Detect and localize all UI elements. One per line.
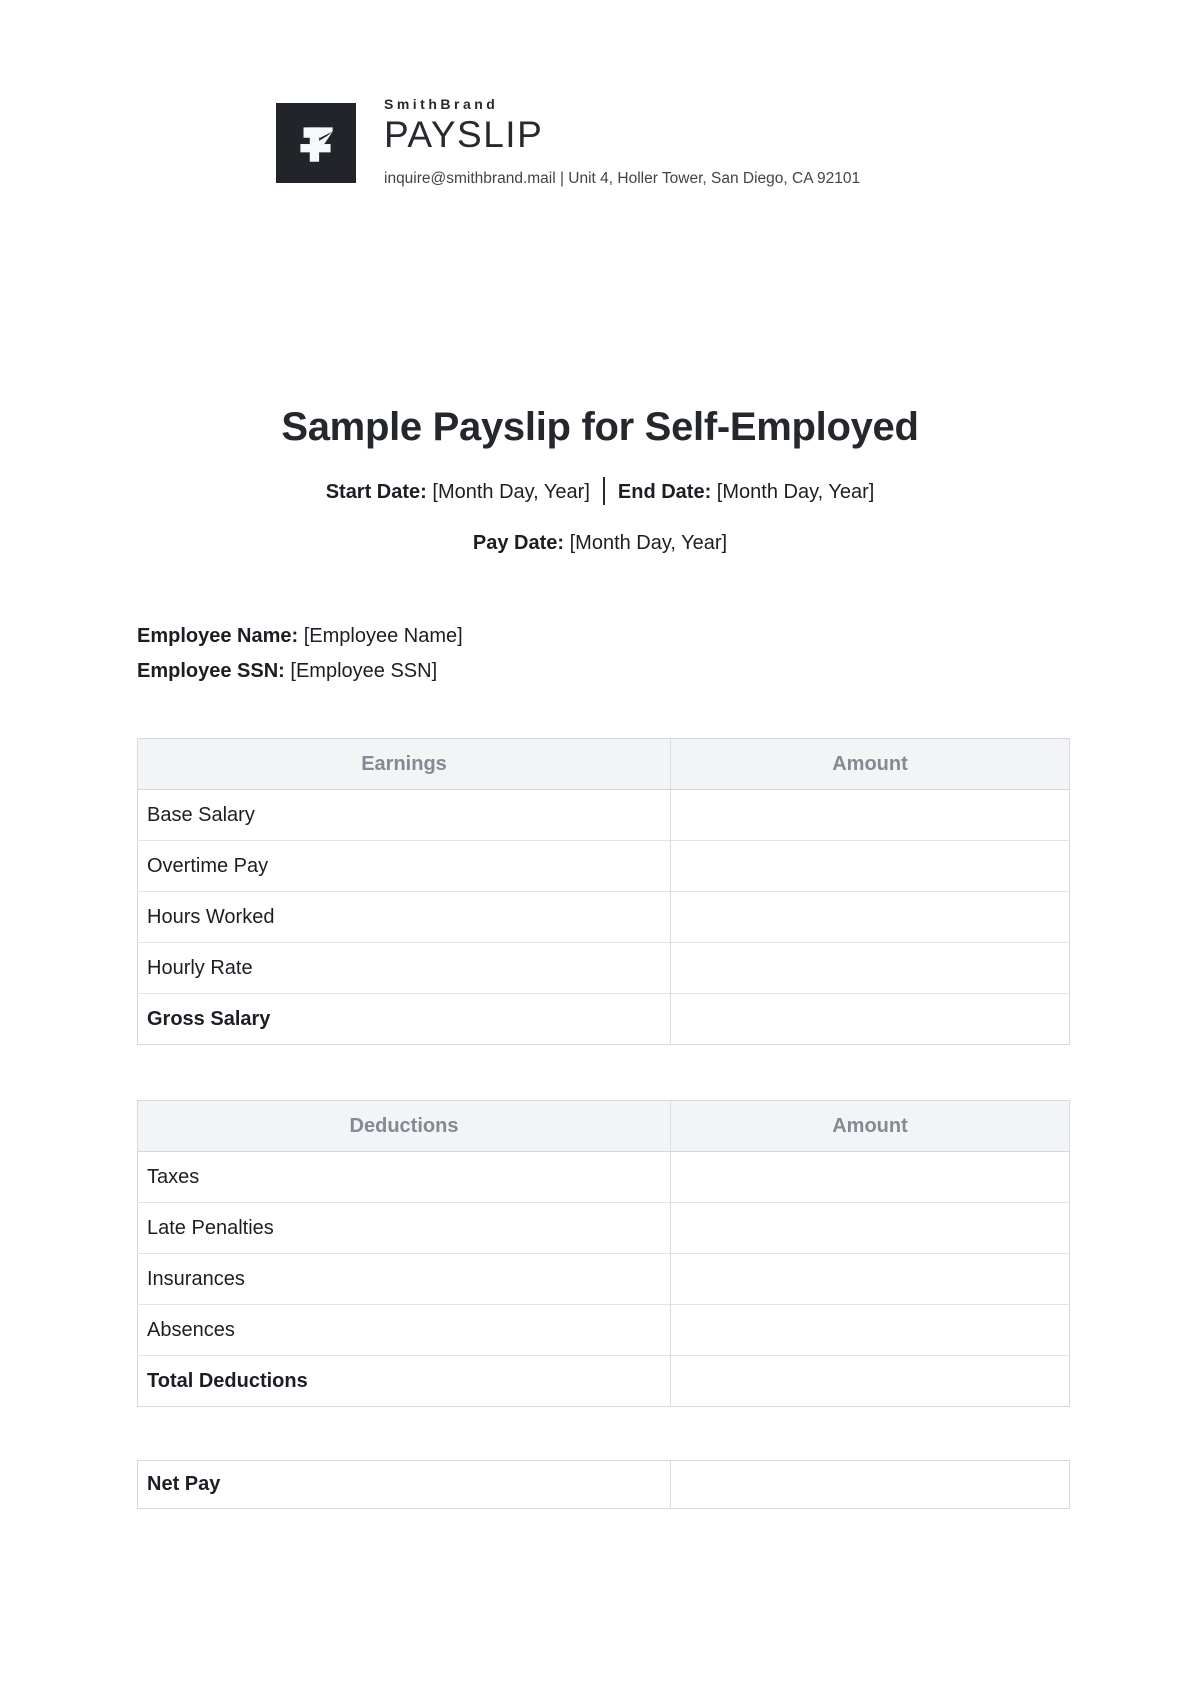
- brand-header: [0, 0, 1200, 220]
- row-amount-cell: [671, 841, 1070, 892]
- amount-header-cell: Amount: [671, 739, 1070, 790]
- row-amount-cell: [671, 1461, 1070, 1509]
- row-label-cell: Insurances: [138, 1254, 671, 1305]
- row-amount-cell: [671, 1152, 1070, 1203]
- deductions-table: [137, 1100, 1070, 1407]
- employee-name-line: [137, 619, 463, 654]
- row-label-cell: Absences: [138, 1305, 671, 1356]
- table-header-row: [138, 1101, 1070, 1152]
- row-label-cell: Hourly Rate: [138, 943, 671, 994]
- earnings-header-cell: Earnings: [138, 739, 671, 790]
- employee-ssn-label: Employee SSN:: [137, 660, 285, 682]
- earnings-table: [137, 738, 1070, 1045]
- table-row: [138, 790, 1070, 841]
- table-row: [138, 1203, 1070, 1254]
- deductions-header-cell: Deductions: [138, 1101, 671, 1152]
- brand-text-block: [384, 96, 860, 188]
- brand-logo-glyph-icon: [290, 117, 342, 169]
- brand-contact: inquire@smithbrand.mail | Unit 4, Holler Tower, San Diego, CA 92101: [384, 170, 861, 187]
- pay-date-value: [Month Day, Year]: [569, 532, 728, 554]
- table-row: [138, 1356, 1070, 1407]
- start-date-label: Start Date:: [325, 481, 427, 503]
- row-amount-cell: [671, 790, 1070, 841]
- start-date-value: [Month Day, Year]: [432, 481, 590, 503]
- table-row: [138, 1461, 1070, 1509]
- brand-logo: [276, 103, 356, 183]
- row-amount-cell: [671, 994, 1070, 1045]
- row-label-cell: Late Penalties: [138, 1203, 671, 1254]
- table-row: [138, 1305, 1070, 1356]
- row-label-cell: Base Salary: [138, 790, 671, 841]
- row-amount-cell: [671, 892, 1070, 943]
- page-title: Sample Payslip for Self-Employed: [281, 405, 919, 449]
- table-row: [138, 841, 1070, 892]
- employee-ssn-line: [137, 654, 463, 689]
- table-row: [138, 994, 1070, 1045]
- amount-header-cell: Amount: [671, 1101, 1070, 1152]
- brand-name: SmithBrand: [384, 96, 499, 112]
- row-amount-cell: [671, 1254, 1070, 1305]
- row-label-cell: Hours Worked: [138, 892, 671, 943]
- table-row: [138, 892, 1070, 943]
- row-label-cell: Overtime Pay: [138, 841, 671, 892]
- brand-doc-type: PAYSLIP: [384, 114, 544, 155]
- date-separator: [603, 477, 605, 505]
- employee-info: [137, 619, 463, 689]
- pay-date-line: [0, 529, 1200, 557]
- table-row: [138, 1254, 1070, 1305]
- row-label-cell: Taxes: [138, 1152, 671, 1203]
- table-row: [138, 943, 1070, 994]
- row-label-cell: Total Deductions: [138, 1356, 671, 1407]
- pay-date-label: Pay Date:: [472, 532, 565, 554]
- net-pay-table: [137, 1460, 1070, 1509]
- row-amount-cell: [671, 1356, 1070, 1407]
- end-date-label: End Date:: [617, 481, 712, 503]
- employee-name-value: [Employee Name]: [303, 625, 463, 647]
- row-amount-cell: [671, 943, 1070, 994]
- employee-ssn-value: [Employee SSN]: [290, 660, 438, 682]
- table-row: [138, 1152, 1070, 1203]
- table-header-row: [138, 739, 1070, 790]
- employee-name-label: Employee Name:: [137, 625, 299, 647]
- date-range-line: [0, 477, 1200, 506]
- row-label-cell: Net Pay: [138, 1461, 671, 1509]
- row-amount-cell: [671, 1203, 1070, 1254]
- row-label-cell: Gross Salary: [138, 994, 671, 1045]
- row-amount-cell: [671, 1305, 1070, 1356]
- end-date-value: [Month Day, Year]: [716, 481, 875, 503]
